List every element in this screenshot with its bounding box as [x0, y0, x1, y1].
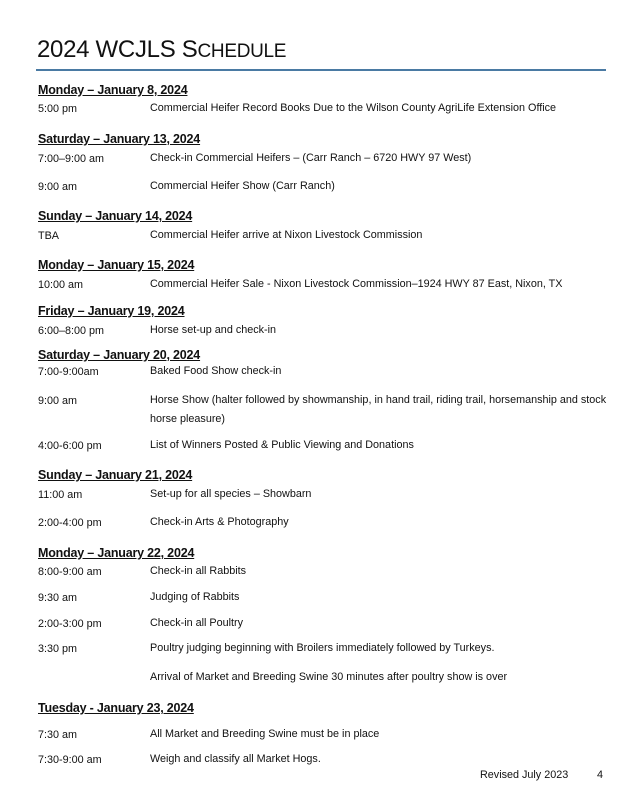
event-time: 4:00-6:00 pm [38, 440, 102, 452]
event-time: 2:00-3:00 pm [38, 618, 102, 630]
event-desc: Arrival of Market and Breeding Swine 30 minutes after poultry show is over [150, 671, 508, 683]
title-divider [36, 69, 606, 71]
event-desc: Horse set-up and check-in [150, 324, 277, 336]
event-desc: Commercial Heifer Show (Carr Ranch) [150, 180, 335, 192]
page-number: 4 [597, 769, 604, 781]
event-desc: Commercial Heifer arrive at Nixon Livestock Commission [150, 229, 423, 241]
day-heading: Monday – January 8, 2024 [38, 83, 188, 97]
revision-note: Revised July 2023 [480, 769, 569, 781]
event-time: 7:30 am [38, 729, 78, 741]
event-desc: List of Winners Posted & Public Viewing and Donations [150, 439, 414, 451]
day-heading: Friday – January 19, 2024 [38, 304, 185, 318]
day-heading: Monday – January 15, 2024 [38, 258, 195, 272]
event-desc: Check-in all Rabbits [150, 565, 247, 577]
event-time: 11:00 am [38, 489, 83, 501]
event-desc: Commercial Heifer Record Books Due to the Wilson County AgriLife Extension Office [150, 102, 557, 114]
event-desc: Horse Show (halter followed by showmanship, in hand trail, riding trail, horsemanship and stock horse pleasure) [150, 394, 607, 425]
page-title: 2024 WCJLS SCHEDULE [37, 36, 287, 63]
event-time: TBA [38, 230, 59, 242]
event-time: 9:00 am [38, 181, 78, 193]
event-desc: Check-in Arts & Photography [150, 516, 289, 528]
event-desc: Commercial Heifer Sale - Nixon Livestock Commission–1924 HWY 87 East, Nixon, TX [150, 278, 563, 290]
event-time: 10:00 am [38, 279, 84, 291]
event-time: 8:00-9:00 am [38, 566, 102, 578]
event-desc: Check-in Commercial Heifers – (Carr Ranch – 6720 HWY 97 West) [150, 152, 472, 164]
event-time: 7:30-9:00 am [38, 754, 102, 766]
event-time: 3:30 pm [38, 643, 78, 655]
event-time: 7:00–9:00 am [38, 153, 105, 165]
event-desc: Baked Food Show check-in [150, 365, 282, 377]
day-heading: Saturday – January 13, 2024 [38, 132, 201, 146]
day-heading: Sunday – January 21, 2024 [38, 468, 193, 482]
day-heading: Monday – January 22, 2024 [38, 546, 195, 560]
event-time: 7:00-9:00am [38, 366, 99, 378]
event-time: 5:00 pm [38, 103, 78, 115]
event-time: 9:00 am [38, 395, 78, 407]
day-heading: Saturday – January 20, 2024 [38, 348, 201, 362]
day-heading: Tuesday - January 23, 2024 [38, 701, 194, 715]
event-time: 6:00–8:00 pm [38, 325, 105, 337]
event-desc: Judging of Rabbits [150, 591, 240, 603]
event-desc: Set-up for all species – Showbarn [150, 488, 312, 500]
event-desc: All Market and Breeding Swine must be in place [150, 728, 380, 740]
event-desc: Weigh and classify all Market Hogs. [150, 753, 321, 765]
day-heading: Sunday – January 14, 2024 [38, 209, 193, 223]
event-desc: Check-in all Poultry [150, 617, 244, 629]
event-time: 2:00-4:00 pm [38, 517, 102, 529]
event-desc: Poultry judging beginning with Broilers immediately followed by Turkeys. [150, 642, 495, 654]
event-time: 9:30 am [38, 592, 78, 604]
